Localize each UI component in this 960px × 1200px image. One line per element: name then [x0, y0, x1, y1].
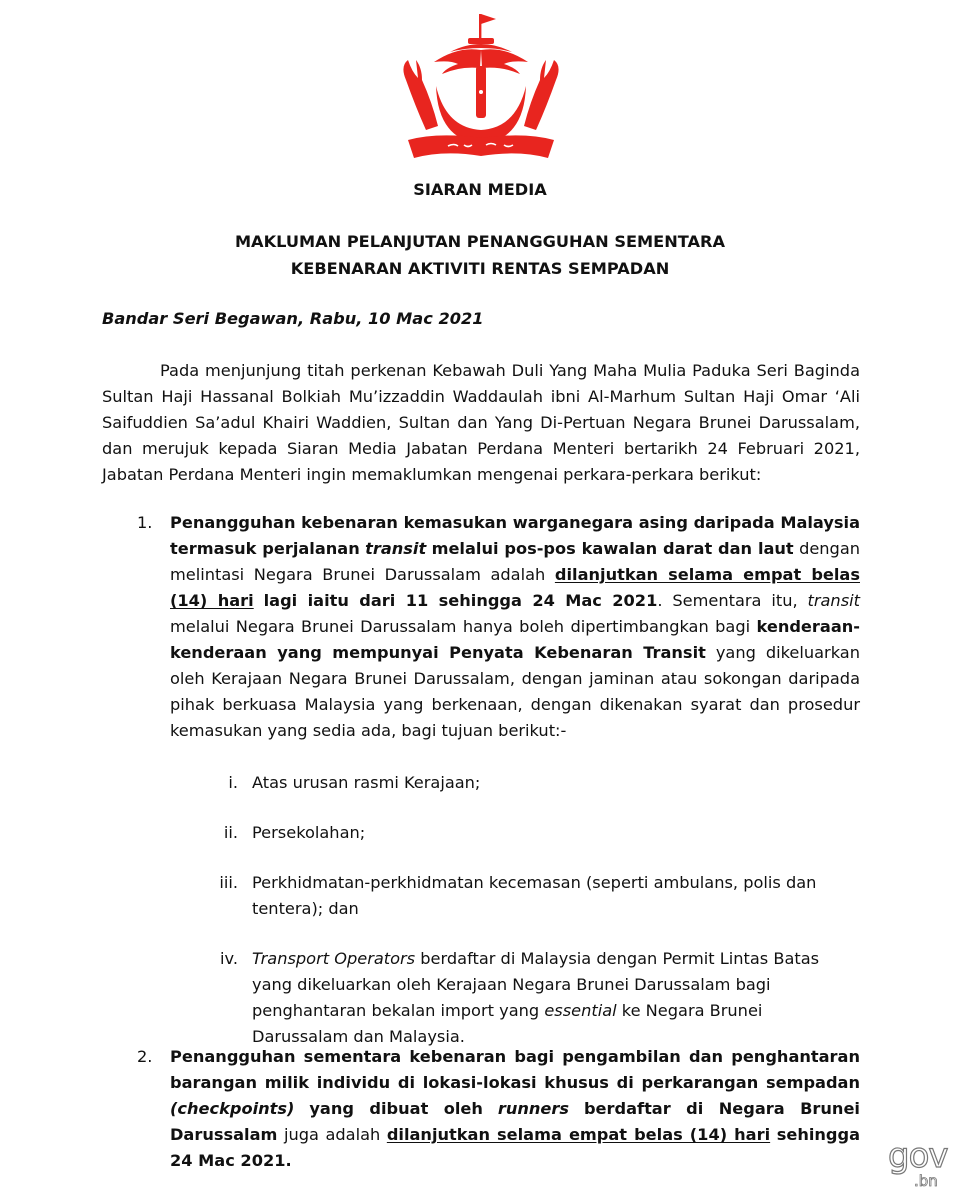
item-number-2: 2.	[137, 1047, 153, 1066]
dateline: Bandar Seri Begawan, Rabu, 10 Mac 2021	[102, 309, 484, 328]
headline-line-2: KEBENARAN AKTIVITI RENTAS SEMPADAN	[290, 259, 670, 278]
subitem-iv-text: Transport Operators berdaftar di Malaysia dengan Permit Lintas Batas yang dikeluarkan oleh Kerajaan Negara Brunei Darussalam bagi penghantaran bekalan import yang essential ke Negara Brunei Darussalam dan Malaysia.	[252, 949, 820, 1046]
subitem-numeral-iii: iii.	[219, 873, 238, 892]
watermark-domain: .bn	[914, 1172, 938, 1190]
item-2-paragraph: Penangguhan sementara kebenaran bagi pengambilan dan penghantaran barangan milik individu di lokasi-lokasi khusus di perkarangan sempadan (checkpoints) yang dibuat oleh runners berdaftar di Negara Brunei Darussalam juga adalah dilanjutkan selama empat belas (14) hari sehingga 24 Mac 2021.	[170, 1047, 861, 1170]
subitem-numeral-iv: iv.	[220, 949, 238, 968]
watermark-brand: gov	[888, 1136, 948, 1176]
subitem-numeral-i: i.	[228, 773, 238, 792]
gov-bn-watermark	[888, 1138, 948, 1194]
brunei-national-crest-icon	[398, 8, 564, 170]
intro-paragraph: Pada menjunjung titah perkenan Kebawah Duli Yang Maha Mulia Paduka Seri Baginda Sultan Haji Hassanal Bolkiah Mu’izzaddin Waddaulah ibni Al-Marhum Sultan Haji Omar ‘Ali Saifuddien Sa’adul Khairi Waddien, Sultan dan Yang Di-Pertuan Negara Brunei Darussalam, dan merujuk kepada Siaran Media Jabatan Perdana Menteri bertarikh 24 Februari 2021, Jabatan Perdana Menteri ingin memaklumkan mengenai perkara-perkara berikut:	[102, 361, 860, 484]
subitem-i-text: Atas urusan rasmi Kerajaan;	[252, 773, 481, 792]
subitem-iii-text: Perkhidmatan-perkhidmatan kecemasan (seperti ambulans, polis dan tentera); dan	[252, 873, 817, 918]
headline-line-1: MAKLUMAN PELANJUTAN PENANGGUHAN SEMENTARA	[234, 232, 726, 251]
release-type-label: SIARAN MEDIA	[413, 180, 547, 199]
item-1-paragraph: Penangguhan kebenaran kemasukan warganegara asing daripada Malaysia termasuk perjalanan transit melalui pos-pos kawalan darat dan laut dengan melintasi Negara Brunei Darussalam adalah dilanjutkan selama empat belas (14) hari lagi iaitu dari 11 sehingga 24 Mac 2021. Sementara itu, transit melalui Negara Brunei Darussalam hanya boleh dipertimbangkan bagi kenderaan-kenderaan yang mempunyai Penyata Kebenaran Transit yang dikeluarkan oleh Kerajaan Negara Brunei Darussalam, dengan jaminan atau sokongan daripada pihak berkuasa Malaysia yang berkenaan, dengan dikenakan syarat dan prosedur kemasukan yang sedia ada, bagi tujuan berikut:-	[170, 513, 861, 740]
subitem-ii-text: Persekolahan;	[252, 823, 366, 842]
headline	[0, 228, 960, 282]
subitem-numeral-ii: ii.	[223, 823, 238, 842]
item-number-1: 1.	[137, 513, 153, 532]
